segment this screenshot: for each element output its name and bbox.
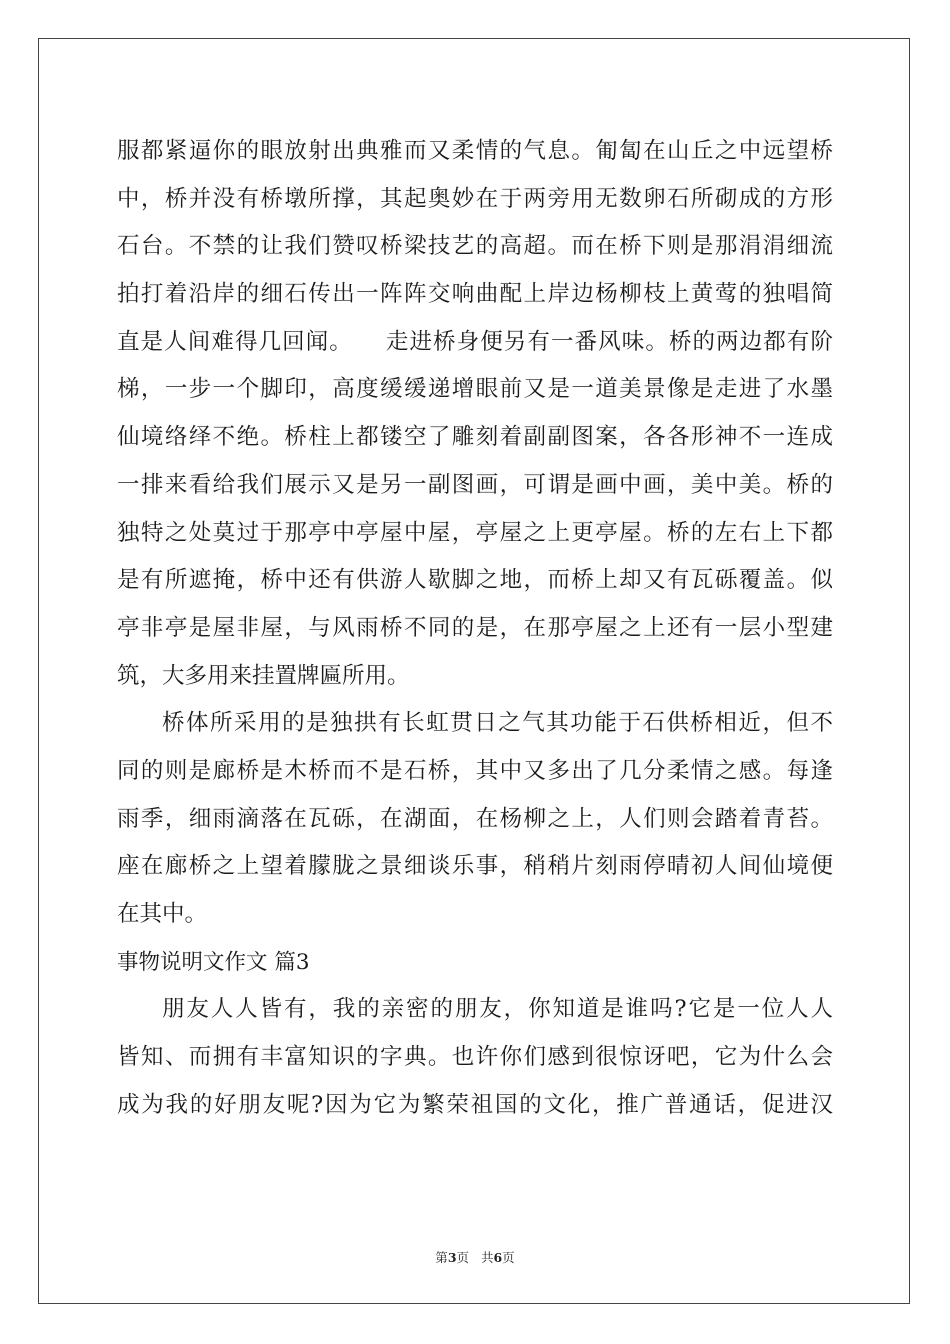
text-line: 服都紧逼你的眼放射出典雅而又柔情的气息。匍匐在山丘之中远望桥: [117, 138, 833, 164]
text-line: 亭非亭是屋非屋，与风雨桥不同的是，在那亭屋之上还有一层小型建: [117, 614, 833, 641]
text-line: 同的则是廊桥是木桥而不是石桥，其中又多出了几分柔情之感。每逢: [117, 757, 833, 784]
text-line: 座在廊桥之上望着朦胧之景细谈乐事，稍稍片刻雨停晴初人间仙境便: [117, 853, 833, 880]
paragraph-3: [117, 986, 833, 1129]
footer-page-suffix: 页: [456, 1250, 470, 1265]
text-line: 朋友人人皆有，我的亲密的朋友，你知道是谁吗?它是一位人人: [162, 996, 833, 1023]
text-line: 中，桥并没有桥墩所撑，其起奥妙在于两旁用无数卵石所砌成的方形: [117, 185, 833, 212]
text-line: 在其中。: [117, 901, 208, 927]
text-line: 筑，大多用来挂置牌匾所用。: [117, 662, 410, 689]
text-line: 皆知、而拥有丰富知识的字典。也许你们感到很惊讶吧，它为什么会: [117, 1044, 833, 1071]
page-number: 3: [447, 1250, 457, 1265]
text-line: 直是人间难得几回闻。 走进桥身便另有一番风味。桥的两边都有阶: [117, 328, 833, 355]
text-line: 雨季，细雨滴落在瓦砾，在湖面，在杨柳之上，人们则会踏着青苔。: [117, 805, 833, 832]
page-footer: [0, 1248, 950, 1266]
paragraph-2: [117, 700, 833, 938]
text-line: 拍打着沿岸的细石传出一阵阵交响曲配上岸边杨柳枝上黄莺的独唱简: [117, 281, 833, 308]
footer-total-suffix: 页: [502, 1250, 515, 1265]
footer-total-prefix: 共: [480, 1250, 494, 1265]
paragraph-1: [117, 128, 833, 700]
text-line: 一排来看给我们展示又是另一副图画，可谓是画中画，美中美。桥的: [117, 471, 833, 498]
text-line: 桥体所采用的是独拱有长虹贯日之气其功能于石供桥相近，但不: [162, 710, 833, 737]
text-line: 是有所遮掩，桥中还有供游人歇脚之地，而桥上却又有瓦砾覆盖。似: [117, 567, 833, 594]
text-line: 成为我的好朋友呢?因为它为繁荣祖国的文化，推广普通话，促进汉: [117, 1091, 833, 1118]
footer-prefix: 第: [435, 1250, 448, 1265]
total-pages: 6: [493, 1250, 503, 1265]
document-body: [117, 128, 833, 1129]
text-line: 仙境络绎不绝。桥柱上都镂空了雕刻着副副图案，各各形神不一连成: [117, 424, 833, 451]
text-line: 石台。不禁的让我们赞叹桥梁技艺的高超。而在桥下则是那涓涓细流: [117, 233, 833, 260]
text-line: 独特之处莫过于那亭中亭屋中屋，亭屋之上更亭屋。桥的左右上下都: [117, 519, 833, 546]
text-line: 梯，一步一个脚印，高度缓缓递增眼前又是一道美景像是走进了水墨: [117, 376, 833, 403]
section-heading: 事物说明文作文 篇3: [117, 949, 310, 975]
